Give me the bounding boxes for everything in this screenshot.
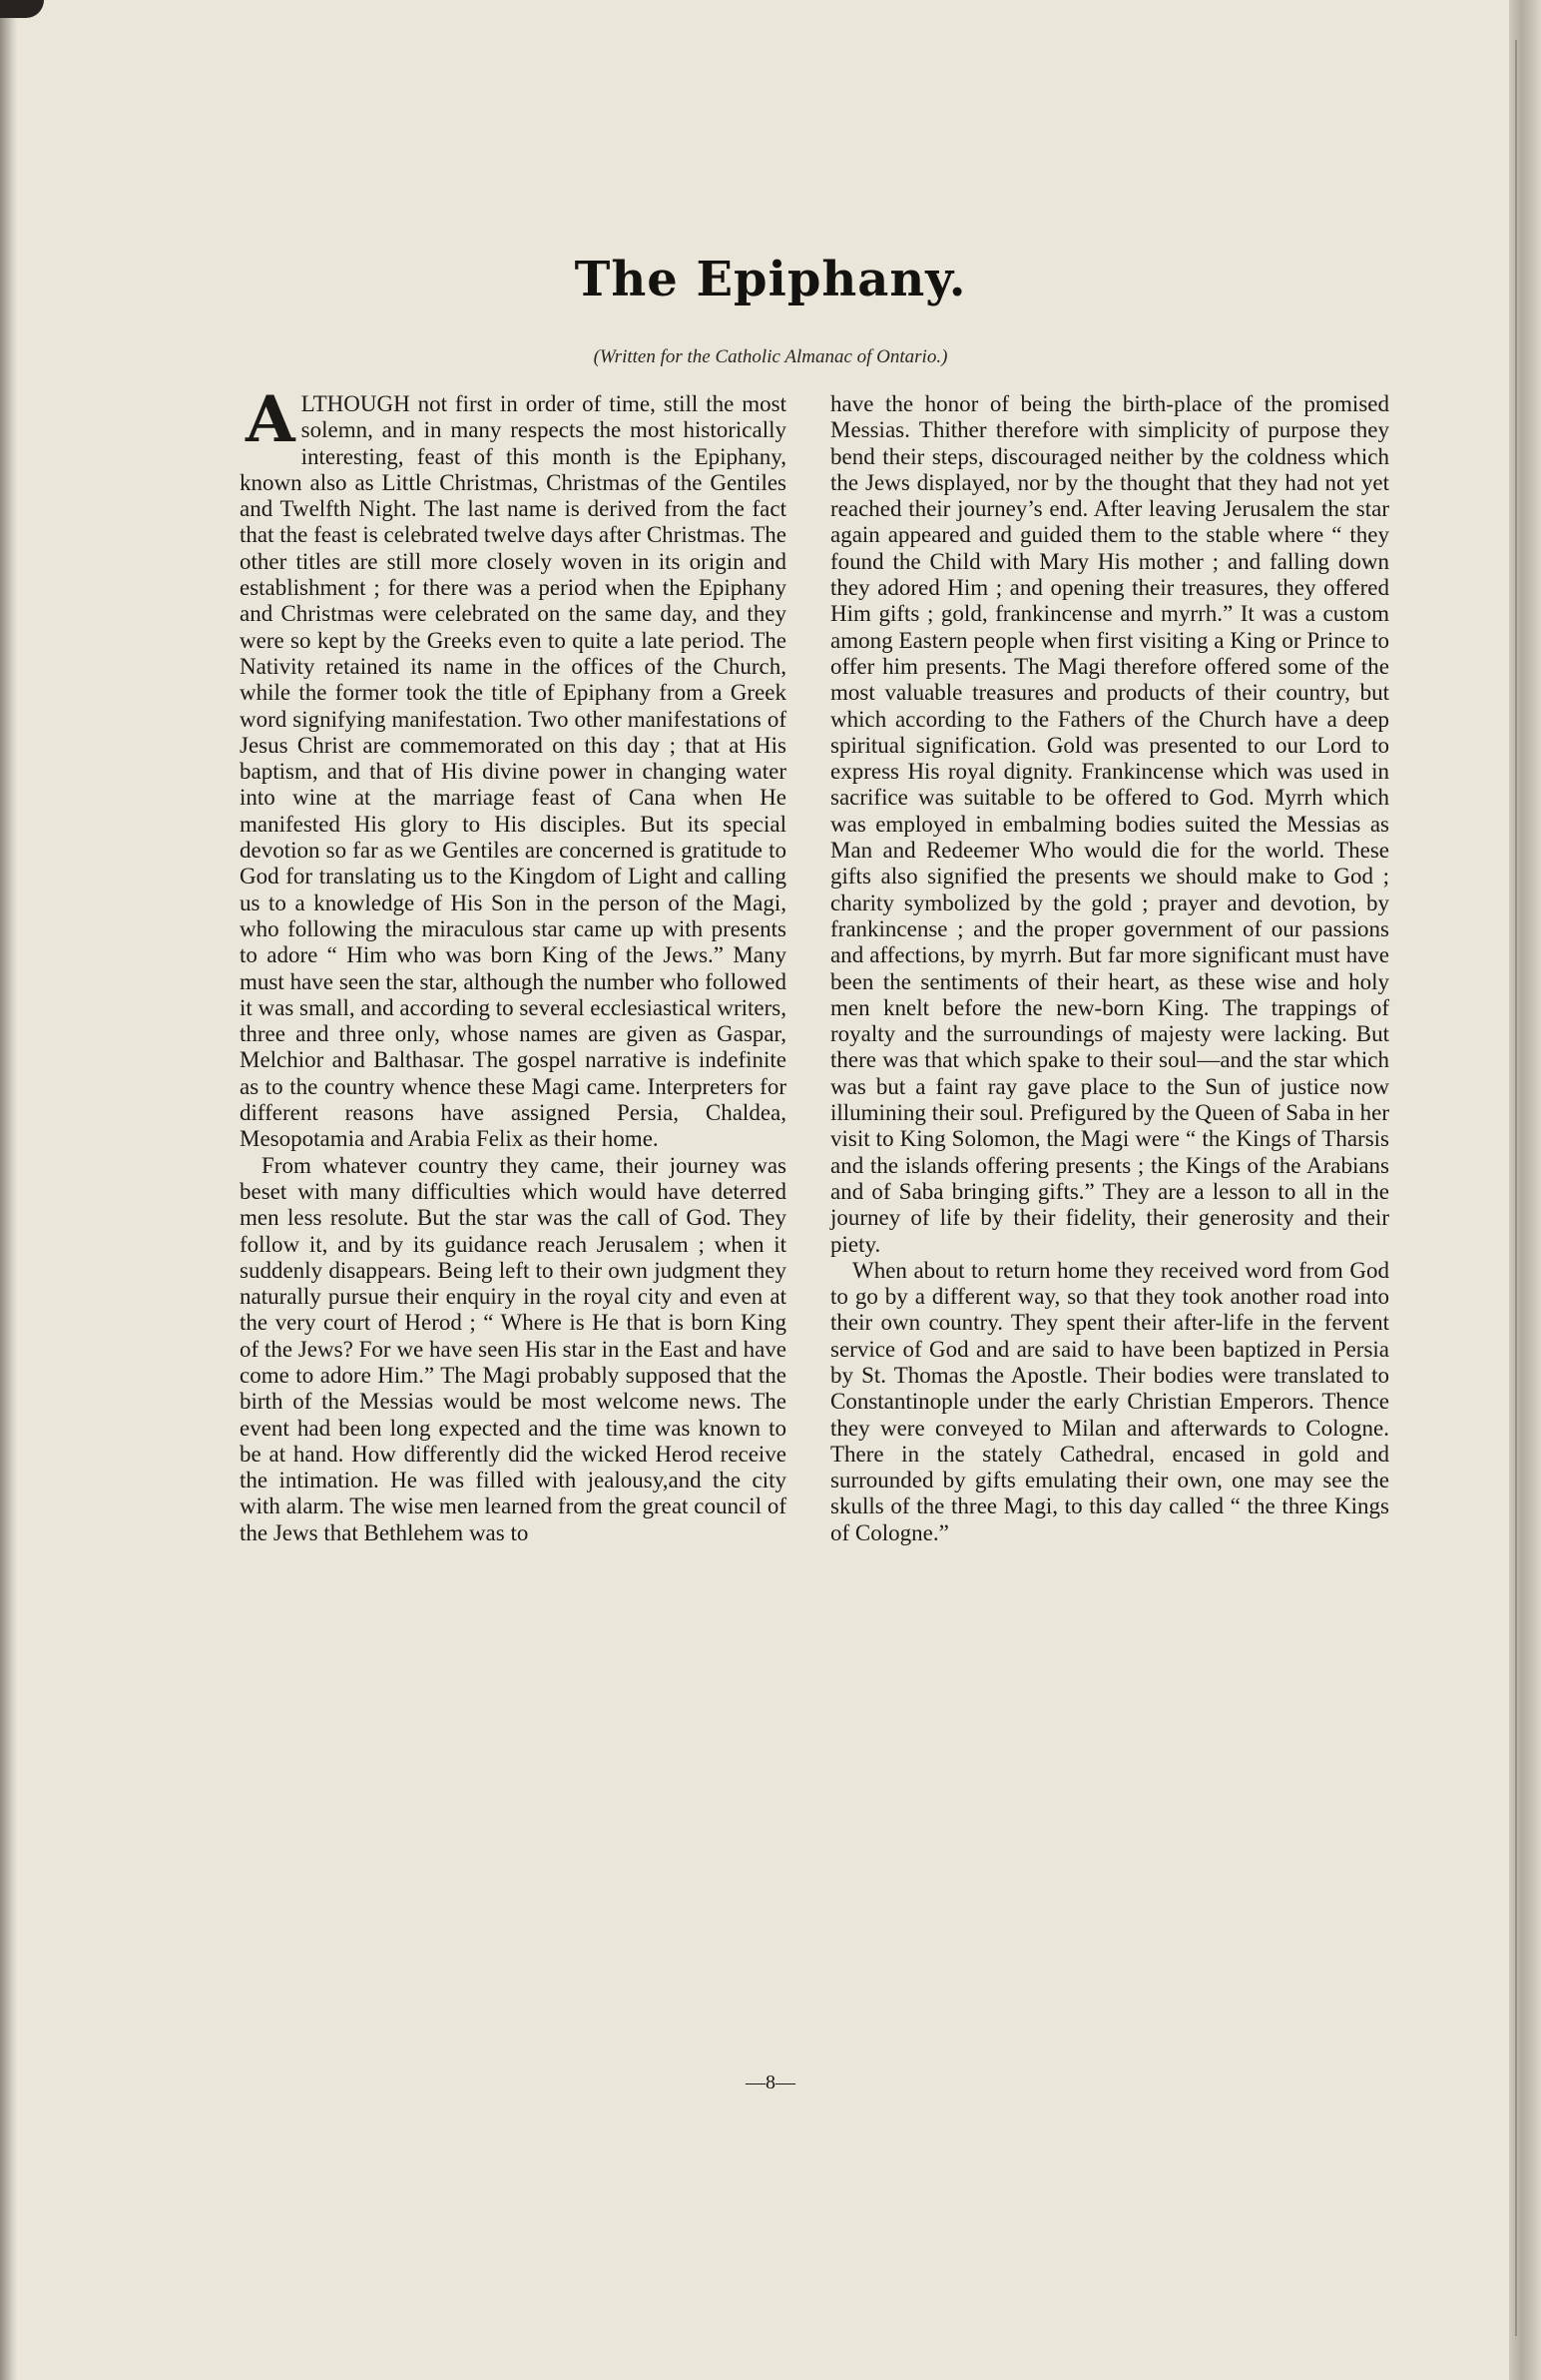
left-paragraph-1-text: LTHOUGH not first in order of time, still the most solemn, and in many respects the most historically interesting, feast of this month is the Epiphany, known also as Little Christmas, Christmas of the Gentiles and Twelfth Night. The last name is derived from the fact that the feast is celebrated twelve days after Christmas. The other titles are still more closely woven in its origin and establishment ; for there was a period when the Epiphany and Christmas were celebrated on the same day, and they were so kept by the Greeks even to quite a late period. The Nativity retained its name in the offices of the Church, while the former took the title of Epiphany from a Greek word signifying manifestation. Two other manifestations of Jesus Christ are commemorated on this day ; that at His baptism, and that of His divine power in changing water into wine at the marriage feast of Cana when He manifested His glory to His disciples. But its special devotion so far as we Gentiles are concerned is gratitude to God for translating us to the Kingdom of Light and calling us to a knowledge of His Son in the person of the Magi, who following the miraculous star came up with presents to adore “ Him who was born King of the Jews.” Many must have seen the star, although the number who followed it was small, and according to several ecclesiastical writers, three and three only, whose names are given as Gaspar, Melchior and Balthasar. The gospel narrative is indefinite as to the country whence these Magi came. Interpreters for different reasons have assigned Persia, Chaldea, Mesopotamia and Arabia Felix as their home. bbox=[240, 391, 786, 1152]
page-number: —8— bbox=[746, 2072, 795, 2093]
right-paragraph-2: When about to return home they received word from God to go by a different way, so that they took another road into their own country. They spent their after-life in the fervent service of God and are said to have been baptized in Persia by St. Thomas the Apostle. Their bodies were translated to Constantinople under the early Christian Emperors. Thence they were conveyed to Milan and afterwards to Cologne. There in the stately Cathedral, encased in gold and surrounded by gifts emulating their own, one may see the skulls of the three Magi, to this day called “ the three Kings of Cologne.” bbox=[830, 1257, 1389, 1545]
left-column bbox=[240, 382, 786, 1546]
page-corner-binding bbox=[0, 0, 44, 18]
left-paragraph-1 bbox=[240, 382, 786, 1153]
page-subtitle: (Written for the Catholic Almanac of Ontario.) bbox=[593, 346, 948, 367]
left-paragraph-2: From whatever country they came, their journey was beset with many difficulties which would have deterred men less resolute. But the star was the call of God. They follow it, and by its guidance reach Jerusalem ; when it suddenly disappears. Being left to their own judgment they naturally pursue their enquiry in the royal city and even at the very court of Herod ; “ Where is He that is born King of the Jews? For we have seen His star in the East and have come to adore Him.” The Magi probably supposed that the birth of the Messias would be most welcome news. The event had been long expected and the time was known to be at hand. How differently did the wicked Herod receive the intimation. He was filled with jealousy,and the city with alarm. The wise men learned from the great council of the Jews that Bethlehem was to bbox=[240, 1152, 786, 1545]
right-paragraph-1: have the honor of being the birth-place of the promised Messias. Thither therefore with simplicity of purpose they bend their steps, discouraged neither by the coldness which the Jews displayed, nor by the thought that they had not yet reached their journey’s end. After leaving Jerusalem the star again appeared and guided them to the stable where “ they found the Child with Mary His mother ; and falling down they adored Him ; and opening their treasures, they offered Him gifts ; gold, frankincense and myrrh.” It was a custom among Eastern people when first visiting a King or Prince to offer him presents. The Magi therefore offered some of the most valuable treasures and products of their country, but which according to the Fathers of the Church have a deep spiritual signification. Gold was presented to our Lord to express His royal dignity. Frankincense which was used in sacrifice was suitable to be offered to God. Myrrh which was employed in embalming bodies suited the Messias as Man and Redeemer Who would die for the world. These gifts also signified the presents we should make to God ; charity symbolized by the gold ; prayer and devotion, by frankincense ; and the proper government of our passions and affections, by myrrh. But far more significant must have been the sentiments of their heart, as these wise and holy men knelt before the new-born King. The trappings of royalty and the surroundings of majesty were lacking. But there was that which spake to their soul—and the star which was but a faint ray gave place to the Sun of justice now illumining their soul. Prefigured by the Queen of Saba in her visit to King Solomon, the Magi were “ the Kings of Tharsis and the islands offering presents ; the Kings of the Arabians and of Saba bringing gifts.” They are a lesson to all in the journey of life by their fidelity, their generosity and their piety. bbox=[830, 391, 1389, 1257]
right-column bbox=[830, 391, 1389, 1546]
drop-cap-letter: A bbox=[246, 382, 295, 457]
page-title: The Epiphany. bbox=[574, 252, 967, 307]
fold-crease-line bbox=[1515, 40, 1517, 2336]
